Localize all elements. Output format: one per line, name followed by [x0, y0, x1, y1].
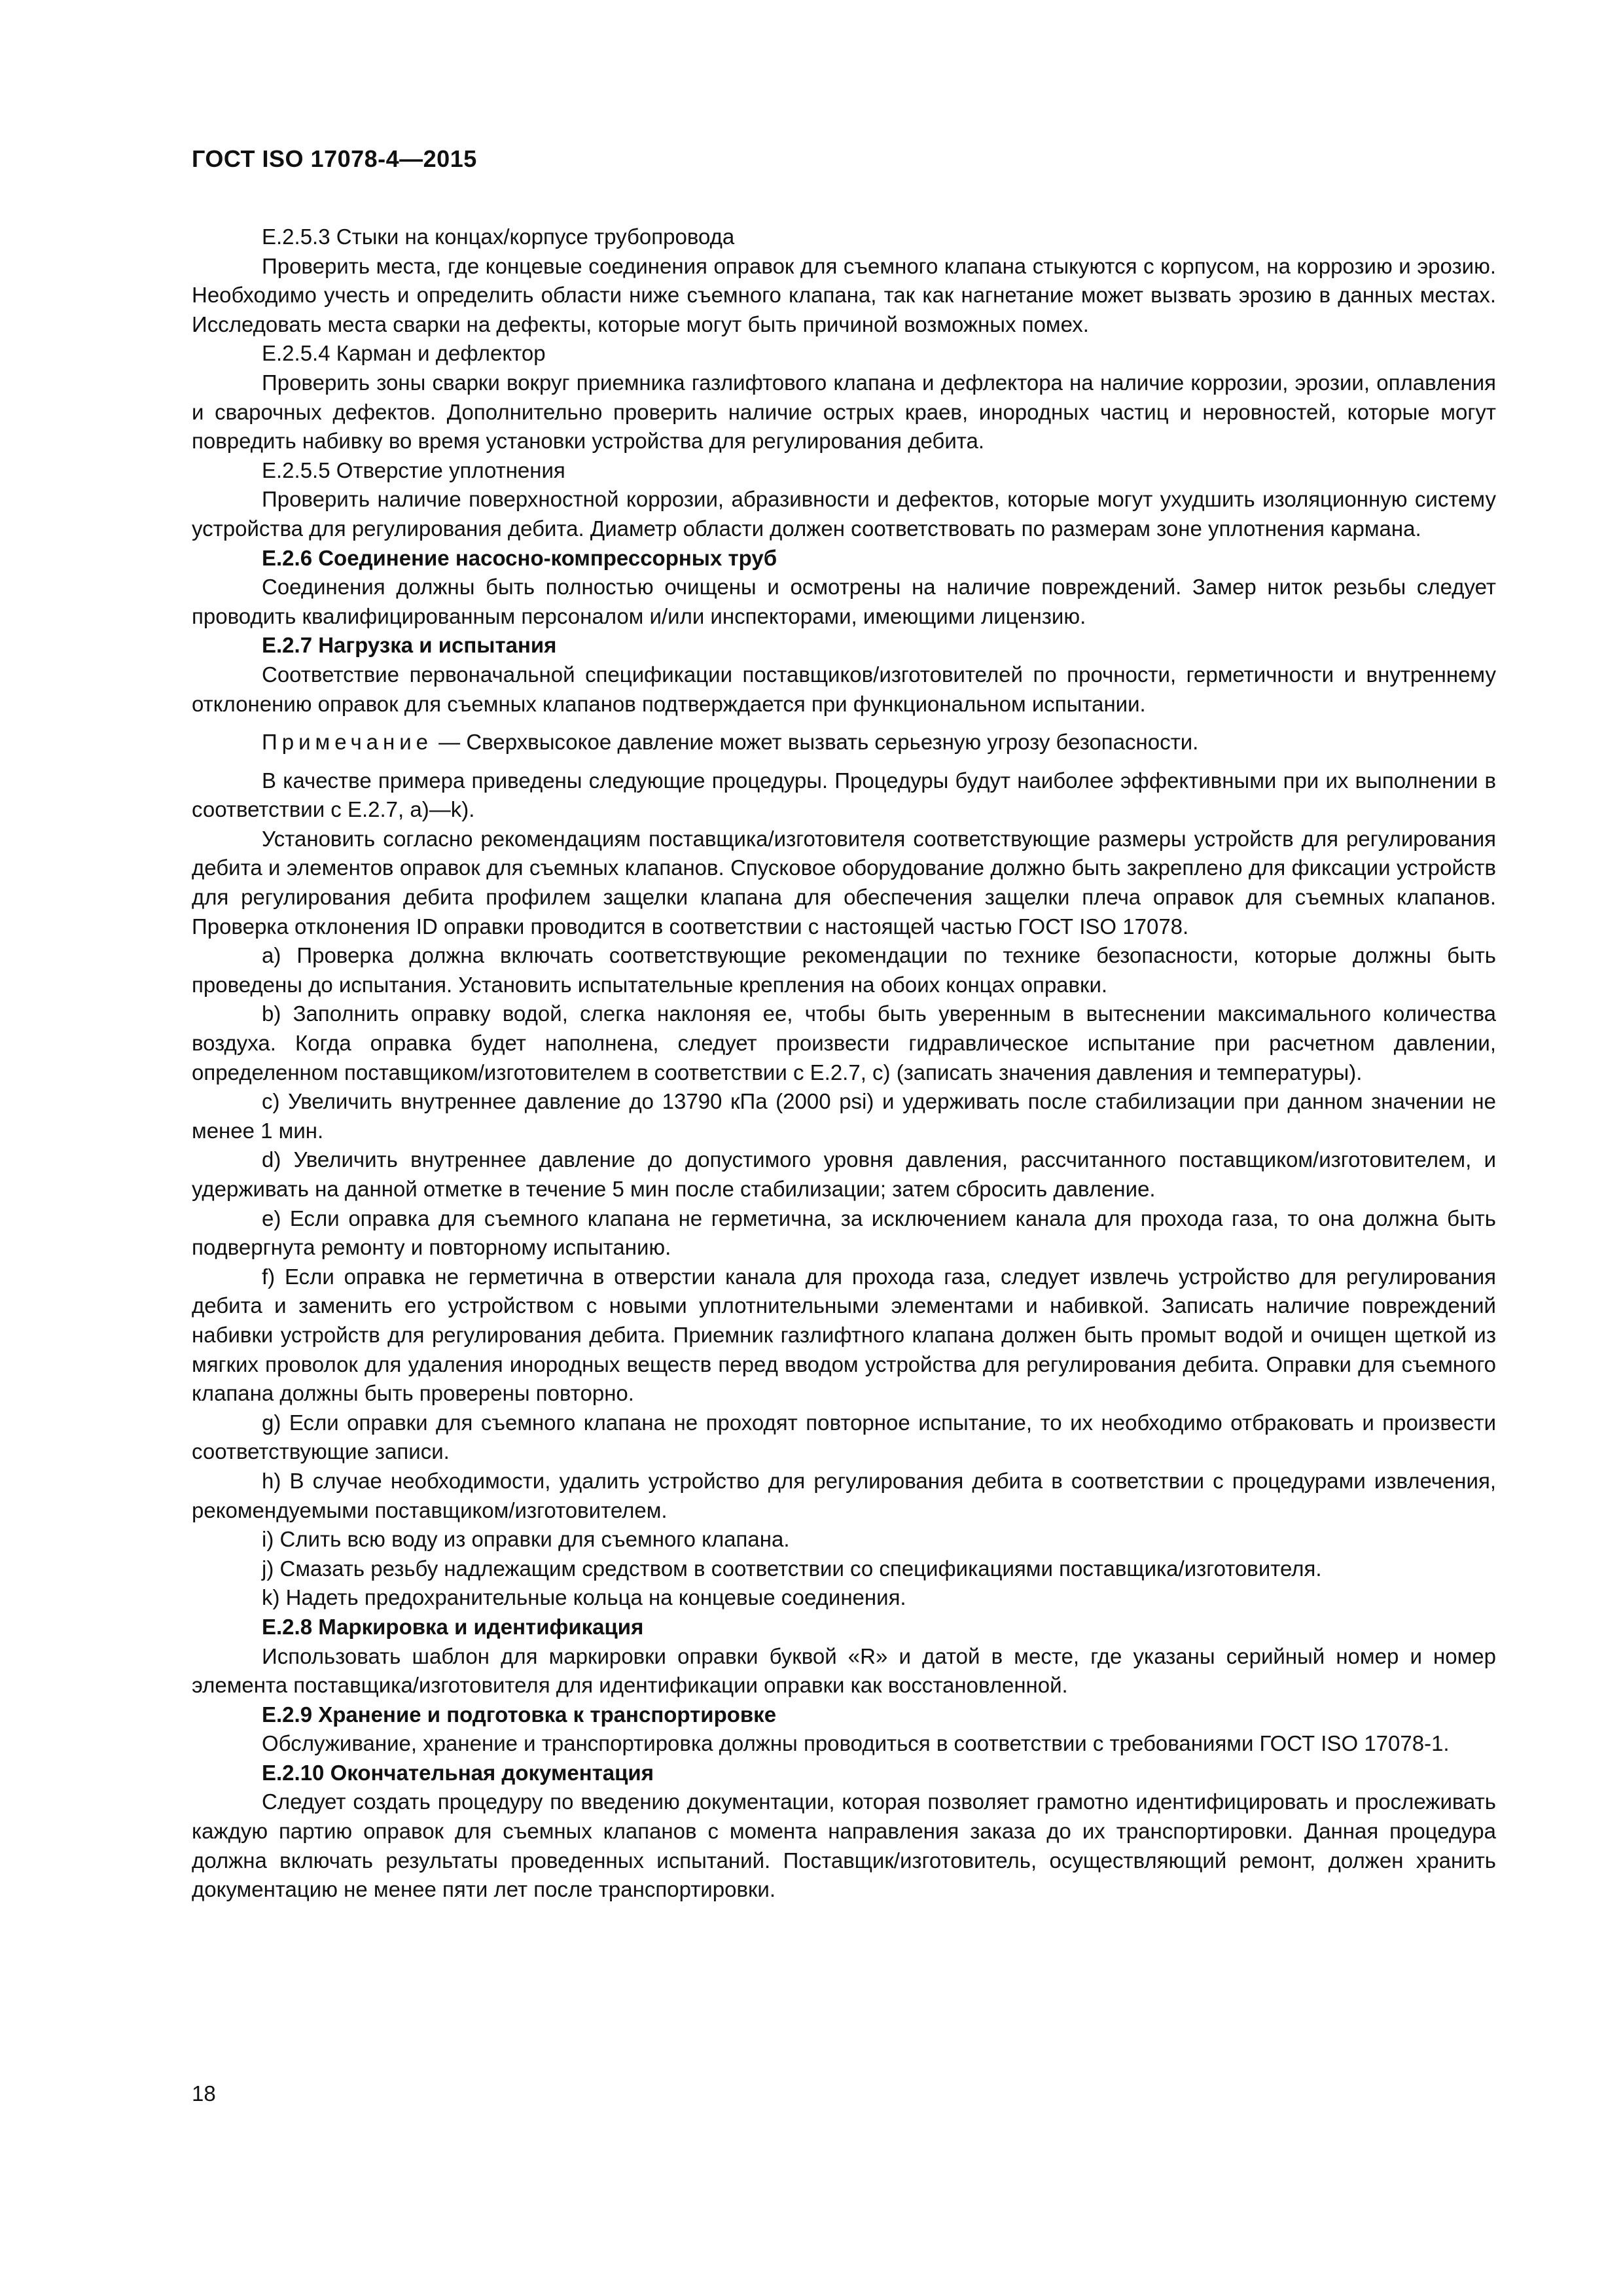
subsection-heading: Е.2.5.4 Карман и дефлектор	[262, 341, 546, 366]
body-paragraph: i) Слить всю воду из оправки для съемного клапана.	[262, 1527, 790, 1552]
body-paragraph: h) В случае необходимости, удалить устройство для регулирования дебита в соответствии с процедурами извлечения, рекомендуемыми поставщиком/изготовителем.	[192, 1468, 1496, 1522]
body-paragraph: j) Смазать резьбу надлежащим средством в соответствии со спецификациями поставщика/изготовителя.	[262, 1556, 1322, 1581]
body-paragraph: d) Увеличить внутреннее давление до допустимого уровня давления, рассчитанного поставщиком/изготовителем, и удерживать на данной отметке в течение 5 мин после стабилизации; затем сбросить давление.	[192, 1147, 1496, 1201]
subsection-heading: Е.2.5.5 Отверстие уплотнения	[262, 457, 565, 482]
note-paragraph	[192, 728, 1496, 757]
section-heading: Е.2.9 Хранение и подготовка к транспортировке	[262, 1702, 777, 1727]
body-paragraph: e) Если оправка для съемного клапана не герметична, за исключением канала для прохода газа, то она должна быть подвергнута ремонту и повторному испытанию.	[192, 1206, 1496, 1260]
standard-header: ГОСТ ISO 17078-4—2015	[192, 145, 477, 172]
body-paragraph: Соответствие первоначальной спецификации поставщиков/изготовителей по прочности, герметичности и внутреннему отклонению оправок для съемных клапанов подтверждается при функциональном испытании.	[192, 662, 1496, 716]
body-paragraph: Использовать шаблон для маркировки оправки буквой «R» и датой в месте, где указаны серийный номер и номер элемента поставщика/изготовителя для идентификации оправки как восстановленной.	[192, 1643, 1496, 1698]
section-heading: Е.2.7 Нагрузка и испытания	[262, 633, 557, 658]
body-paragraph: Проверить места, где концевые соединения оправок для съемного клапана стыкуются с корпусом, на коррозию и эрозию. Необходимо учесть и определить области ниже съемного клапана, так как нагнетание может вызвать эрозию в данных местах. Исследовать места сварки на дефекты, которые могут быть причиной возможных помех.	[192, 253, 1496, 336]
body-paragraph: Проверить зоны сварки вокруг приемника газлифтового клапана и дефлектора на наличие коррозии, эрозии, оплавления и сварочных дефектов. Дополнительно проверить наличие острых краев, инородных частиц и неровностей, которые могут повредить набивку во время установки устройства для регулирования дебита.	[192, 370, 1496, 454]
body-paragraph: f) Если оправка не герметична в отверстии канала для прохода газа, следует извлечь устройство для регулирования дебита и заменить его устройством с новыми уплотнительными элементами и набивкой. Записать наличие повреждений набивки устройств для регулирования дебита. Приемник газлифтного клапана должен быть промыт водой и очищен щеткой из мягких проволок для удаления инородных веществ перед вводом устройства для регулирования дебита. Оправки для съемного клапана должны быть проверены повторно.	[192, 1264, 1496, 1406]
body-paragraph: k) Надеть предохранительные кольца на концевые соединения.	[262, 1585, 906, 1610]
note-text: — Сверхвысокое давление может вызвать серьезную угрозу безопасности.	[433, 730, 1199, 755]
body-paragraph: g) Если оправки для съемного клапана не проходят повторное испытание, то их необходимо отбраковать и произвести соответствующие записи.	[192, 1410, 1496, 1464]
page-number: 18	[192, 2081, 216, 2106]
body-paragraph: a) Проверка должна включать соответствующие рекомендации по технике безопасности, которые должны быть проведены до испытания. Установить испытательные крепления на обоих концах оправки.	[192, 943, 1496, 997]
body-paragraph: Проверить наличие поверхностной коррозии, абразивности и дефектов, которые могут ухудшить изоляционную систему устройства для регулирования дебита. Диаметр области должен соответствовать по размерам зоне уплотнения кармана.	[192, 487, 1496, 541]
document-body	[192, 223, 1496, 1905]
section-heading: Е.2.6 Соединение насосно-компрессорных труб	[262, 545, 777, 570]
section-heading: Е.2.8 Маркировка и идентификация	[262, 1614, 644, 1639]
section-heading: Е.2.10 Окончательная документация	[262, 1760, 654, 1785]
body-paragraph: В качестве примера приведены следующие процедуры. Процедуры будут наиболее эффективными при их выполнении в соответствии с Е.2.7, а)—k).	[192, 768, 1496, 822]
subsection-heading: Е.2.5.3 Стыки на концах/корпусе трубопровода	[262, 224, 735, 249]
body-paragraph: b) Заполнить оправку водой, слегка наклоняя ее, чтобы быть уверенным в вытеснении максимального количества воздуха. Когда оправка будет наполнена, следует произвести гидравлическое испытание при расчетном давлении, определенном поставщиком/изготовителем в соответствии с Е.2.7, c) (записать значения давления и температуры).	[192, 1001, 1496, 1085]
note-label: Примечание	[262, 730, 433, 755]
body-paragraph: c) Увеличить внутреннее давление до 13790 кПа (2000 psi) и удерживать после стабилизации при данном значении не менее 1 мин.	[192, 1089, 1496, 1143]
body-paragraph: Следует создать процедуру по введению документации, которая позволяет грамотно идентифицировать и прослеживать каждую партию оправок для съемных клапанов с момента направления заказа до их транспортировки. Данная процедура должна включать результаты проведенных испытаний. Поставщик/изготовитель, осуществляющий ремонт, должен хранить документацию не менее пяти лет после транспортировки.	[192, 1789, 1496, 1902]
body-paragraph: Соединения должны быть полностью очищены и осмотрены на наличие повреждений. Замер ниток резьбы следует проводить квалифицированным персоналом и/или инспекторами, имеющими лицензию.	[192, 575, 1496, 628]
body-paragraph: Обслуживание, хранение и транспортировка должны проводиться в соответствии с требованиями ГОСТ ISO 17078-1.	[262, 1731, 1450, 1756]
body-paragraph: Установить согласно рекомендациям поставщика/изготовителя соответствующие размеры устройств для регулирования дебита и элементов оправок для съемных клапанов. Спусковое оборудование должно быть закреплено для фиксации устройств для регулирования дебита профилем защелки клапана для обеспечения защелки плеча оправок для съемных клапанов. Проверка отклонения ID оправки проводится в соответствии с настоящей частью ГОСТ ISO 17078.	[192, 826, 1496, 939]
